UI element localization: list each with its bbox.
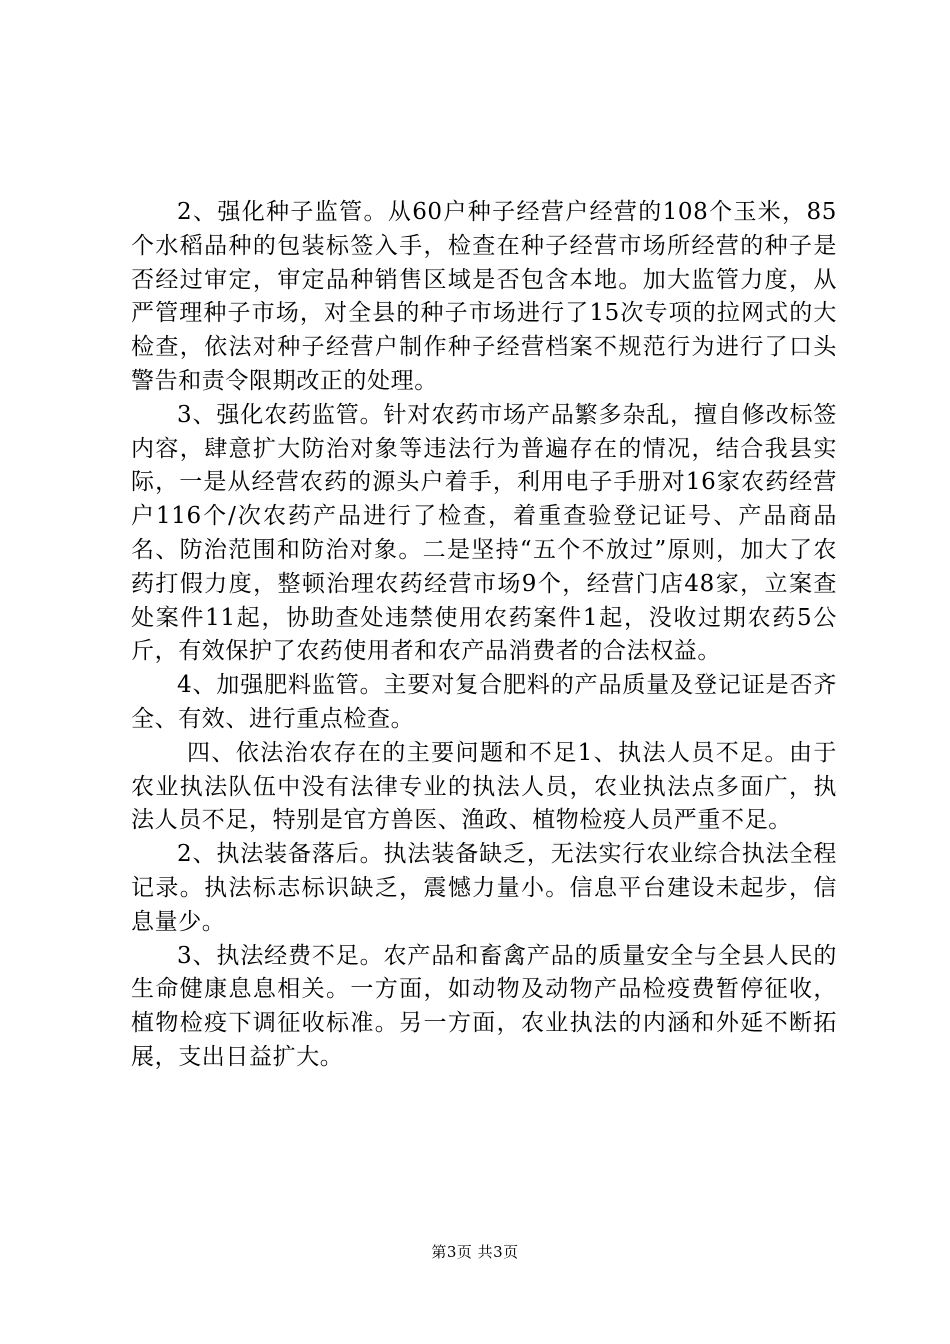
paragraph-pesticide-supervision: 3、强化农药监管。针对农药市场产品繁多杂乱，擅自修改标签内容，肆意扩大防治对象等违法行为普遍存在的情况，结合我县实际，一是从经营农药的源头户着手，利用电子手册对16家农药经营户116个/次农药产品进行了检查，着重查验登记证号、产品商品名、防治范围和防治对象。二是坚持“五个不放过”原则，加大了农药打假力度，整顿治理农药经营市场9个，经营门店48家，立案查处案件11起，协助查处违禁使用农药案件1起，没收过期农药5公斤，有效保护了农药使用者和农产品消费者的合法权益。 <box>131 401 837 665</box>
paragraph-seed-supervision: 2、强化种子监管。从60户种子经营户经营的108个玉米，85个水稻品种的包装标签入手，检查在种子经营市场所经营的种子是否经过审定，审定品种销售区域是否包含本地。加大监管力度，从严管理种子市场，对全县的种子市场进行了15次专项的拉网式的大检查，依法对种子经营户制作种子经营档案不规范行为进行了口头警告和责令限期改正的处理。 <box>131 199 837 394</box>
paragraph-fertilizer-supervision: 4、加强肥料监管。主要对复合肥料的产品质量及登记证是否齐全、有效、进行重点检查。 <box>131 672 837 732</box>
paragraph-funding-shortage: 3、执法经费不足。农产品和畜禽产品的质量安全与全县人民的生命健康息息相关。一方面，如动物及动物产品检疫费暂停征收，植物检疫下调征收标准。另一方面，农业执法的内涵和外延不断拓展，支出日益扩大。 <box>131 942 837 1070</box>
page-footer: 第3页 共3页 <box>431 1243 519 1261</box>
paragraph-main-problems: 四、依法治农存在的主要问题和不足1、执法人员不足。由于农业执法队伍中没有法律专业的执法人员，农业执法点多面广，执法人员不足，特别是官方兽医、渔政、植物检疫人员严重不足。 <box>131 739 837 834</box>
paragraph-equipment-shortage: 2、执法装备落后。执法装备缺乏，无法实行农业综合执法全程记录。执法标志标识缺乏，震憾力量小。信息平台建设未起步，信息量少。 <box>131 841 837 935</box>
document-body <box>131 196 837 1075</box>
